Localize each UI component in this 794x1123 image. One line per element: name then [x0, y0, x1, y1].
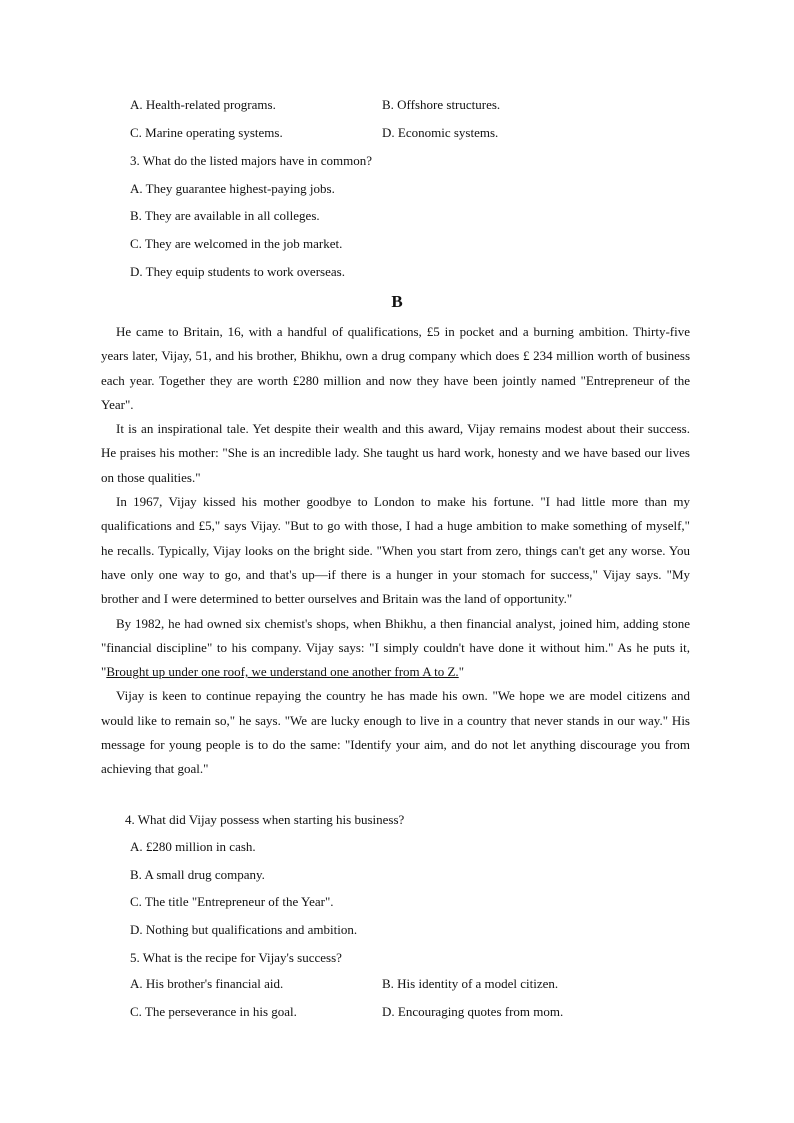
passage-paragraph-2: It is an inspirational tale. Yet despite their wealth and this award, Vijay remains modest about their success. He praises his mother: "She is an incredible lady. She taught us hard work, honesty and we have based our lives on those qualities." [101, 421, 690, 485]
passage-paragraph-5: Vijay is keen to continue repaying the country he has made his own. "We hope we are model citizens and would like to remain so," he says. "We are lucky enough to live in a country that never stands in our way." His message for young people is to do the same: "Identify your aim, and do not let anything discourage you from achieving that goal." [101, 688, 690, 777]
q2-option-d: D. Economic systems. [382, 125, 499, 140]
q3-option-d: D. They equip students to work overseas. [130, 264, 345, 279]
q4-option-b: B. A small drug company. [130, 867, 265, 882]
passage-paragraph-1: He came to Britain, 16, with a handful of qualifications, £5 in pocket and a burning ambition. Thirty-five years later, Vijay, 51, and his brother, Bhikhu, own a drug company which does £ 234 million worth of business each year. Together they are worth £280 million and now they have been jointly named "Entrepreneur of the Year". [101, 324, 690, 412]
passage [101, 320, 690, 782]
q2-option-a: A. Health-related programs. [130, 97, 276, 112]
paragraph-4-closing-quote: " [458, 664, 464, 680]
q2-option-c: C. Marine operating systems. [130, 125, 283, 140]
q5-option-d: D. Encouraging quotes from mom. [382, 1004, 564, 1019]
q3-option-b: B. They are available in all colleges. [130, 208, 320, 223]
q2-options-row-2 [130, 125, 690, 143]
q5-option-a: A. His brother's financial aid. [130, 976, 284, 991]
q4-stem: 4. What did Vijay possess when starting his business? [125, 812, 405, 827]
q5-option-c: C. The perseverance in his goal. [130, 1004, 297, 1019]
passage-paragraph-3: In 1967, Vijay kissed his mother goodbye to London to make his fortune. "I had little more than my qualifications and £5," says Vijay. "But to go with those, I had a huge ambition to make something of myself," he recalls. Typically, Vijay looks on the bright side. "When you start from zero, things can't get any worse. You have only one way to go, and that's up—if there is a hunger in your stomach for success," Vijay says. "My brother and I were determined to better ourselves and Britain was the land of opportunity." [101, 494, 690, 607]
q4-option-a: A. £280 million in cash. [130, 839, 256, 854]
paragraph-4-text: By 1982, he had owned six chemist's shops, when Bhikhu, a then financial analyst, joined him, adding stone "financial discipline" to his company. Vijay says: "I simply couldn't have done it without him." As he puts it, " [101, 615, 690, 680]
q4-option-d: D. Nothing but qualifications and ambition. [130, 922, 358, 937]
q5-stem: 5. What is the recipe for Vijay's success? [130, 950, 342, 965]
section-title: B [391, 292, 403, 311]
q4-option-c: C. The title "Entrepreneur of the Year". [130, 894, 334, 909]
q5-options-row-1 [130, 976, 690, 994]
passage-paragraph-4 [101, 612, 690, 685]
q5-options-row-2 [130, 1004, 690, 1022]
q5-option-b: B. His identity of a model citizen. [382, 976, 559, 991]
q3-stem: 3. What do the listed majors have in common? [130, 153, 373, 168]
q2-options-row-1 [130, 97, 690, 115]
q3-option-a: A. They guarantee highest-paying jobs. [130, 181, 335, 196]
underlined-sentence: Brought up under one roof, we understand one another from A to Z. [106, 664, 459, 680]
q3-option-c: C. They are welcomed in the job market. [130, 236, 343, 251]
q2-option-b: B. Offshore structures. [382, 97, 501, 112]
